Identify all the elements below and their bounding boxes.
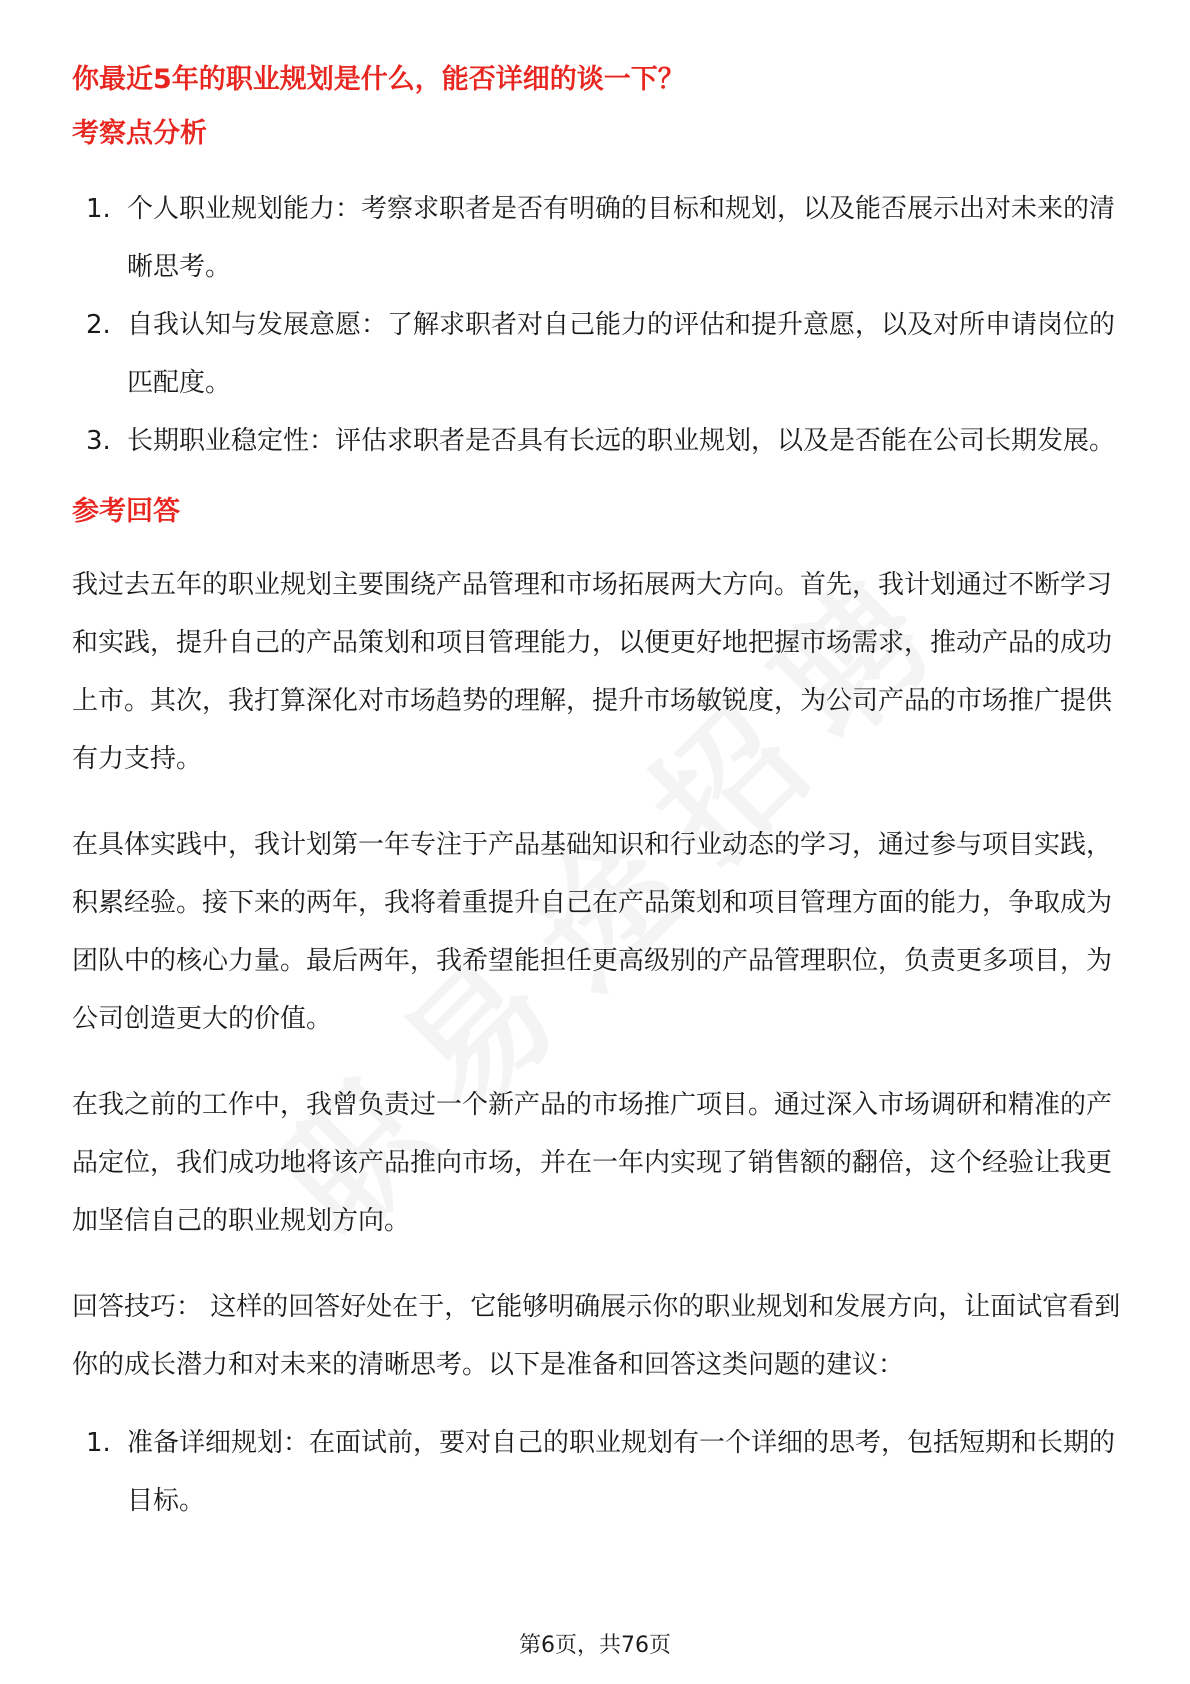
list-item xyxy=(72,180,1122,296)
analysis-list xyxy=(72,180,1122,470)
list-item-text: 长期职业稳定性：评估求职者是否具有长远的职业规划，以及是否能在公司长期发展。 xyxy=(127,426,1116,456)
list-item-number: 1. xyxy=(86,194,111,224)
list-item xyxy=(72,412,1122,470)
question-title: 你最近5年的职业规划是什么，能否详细的谈一下？ xyxy=(72,64,685,95)
list-item-number: 3. xyxy=(86,426,111,456)
list-item-number: 1. xyxy=(86,1428,111,1458)
tips-paragraph: 回答技巧： 这样的回答好处在于，它能够明确展示你的职业规划和发展方向，让面试官看到你的成长潜力和对未来的清晰思考。以下是准备和回答这类问题的建议： xyxy=(72,1292,1121,1380)
answer-paragraph: 在具体实践中，我计划第一年专注于产品基础知识和行业动态的学习，通过参与项目实践，积累经验。接下来的两年，我将着重提升自己在产品策划和项目管理方面的能力，争取成为团队中的核心力量。最后两年，我希望能担任更高级别的产品管理职位，负责更多项目，为公司创造更大的价值。 xyxy=(72,830,1113,1034)
list-item-text: 准备详细规划：在面试前，要对自己的职业规划有一个详细的思考，包括短期和长期的目标。 xyxy=(127,1428,1116,1516)
answer-heading: 参考回答 xyxy=(72,496,180,527)
list-item xyxy=(72,296,1122,412)
list-item xyxy=(72,1414,1122,1530)
page-footer: 第6页，共76页 xyxy=(519,1633,671,1658)
tips-list xyxy=(72,1414,1122,1530)
list-item-number: 2. xyxy=(86,310,111,340)
list-item-text: 自我认知与发展意愿：了解求职者对自己能力的评估和提升意愿，以及对所申请岗位的匹配度。 xyxy=(127,310,1116,398)
analysis-heading: 考察点分析 xyxy=(72,118,207,149)
answer-paragraph: 我过去五年的职业规划主要围绕产品管理和市场拓展两大方向。首先，我计划通过不断学习和实践，提升自己的产品策划和项目管理能力，以便更好地把握市场需求，推动产品的成功上市。其次，我打算深化对市场趋势的理解，提升市场敏锐度，为公司产品的市场推广提供有力支持。 xyxy=(72,570,1113,774)
list-item-text: 个人职业规划能力：考察求职者是否有明确的目标和规划，以及能否展示出对未来的清晰思考。 xyxy=(127,194,1116,282)
answer-paragraph: 在我之前的工作中，我曾负责过一个新产品的市场推广项目。通过深入市场调研和精准的产品定位，我们成功地将该产品推向市场，并在一年内实现了销售额的翻倍，这个经验让我更加坚信自己的职业规划方向。 xyxy=(72,1090,1113,1236)
page-content xyxy=(72,60,1122,1530)
